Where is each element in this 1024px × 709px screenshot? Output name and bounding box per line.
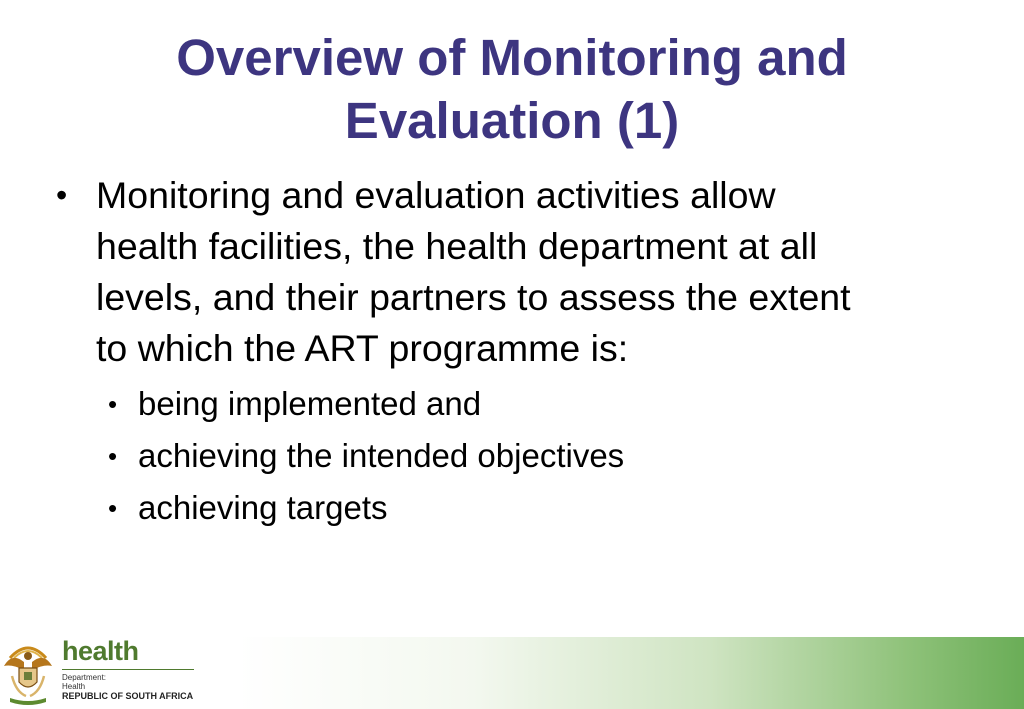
coat-of-arms-icon [0,636,56,706]
sub-bullet-marker: • [108,389,118,419]
sub-bullet-item [96,378,956,430]
logo-country-label: REPUBLIC OF SOUTH AFRICA [62,691,194,701]
bullet-list [56,170,956,534]
sub-bullet-item [96,430,956,482]
main-bullet [56,170,956,534]
sub-bullet-list [96,378,956,534]
sub-bullet-text: achieving targets [138,489,388,526]
logo-divider [62,669,194,670]
slide-title [0,26,1024,152]
sub-bullet-text: being implemented and [138,385,482,422]
footer-gradient-band [238,637,1024,709]
sub-bullet-marker: • [108,493,118,523]
bullet-marker: • [56,177,68,213]
main-bullet-line-1: Monitoring and evaluation activities allow [96,174,776,216]
main-bullet-line-4: to which the ART programme is: [96,327,629,369]
sub-bullet-marker: • [108,441,118,471]
sub-bullet-text: achieving the intended objectives [138,437,625,474]
slide-title-line-2: Evaluation (1) [344,92,680,149]
logo-health-label: Health [62,682,86,691]
logo-wordmark: health [62,636,139,666]
logo-department-label: Department: [62,673,107,682]
health-department-logo [0,632,200,709]
main-bullet-line-2: health facilities, the health department at all [96,225,818,267]
slide-title-line-1: Overview of Monitoring and [176,29,848,86]
sub-bullet-item [96,482,956,534]
main-bullet-line-3: levels, and their partners to assess the extent [96,276,851,318]
